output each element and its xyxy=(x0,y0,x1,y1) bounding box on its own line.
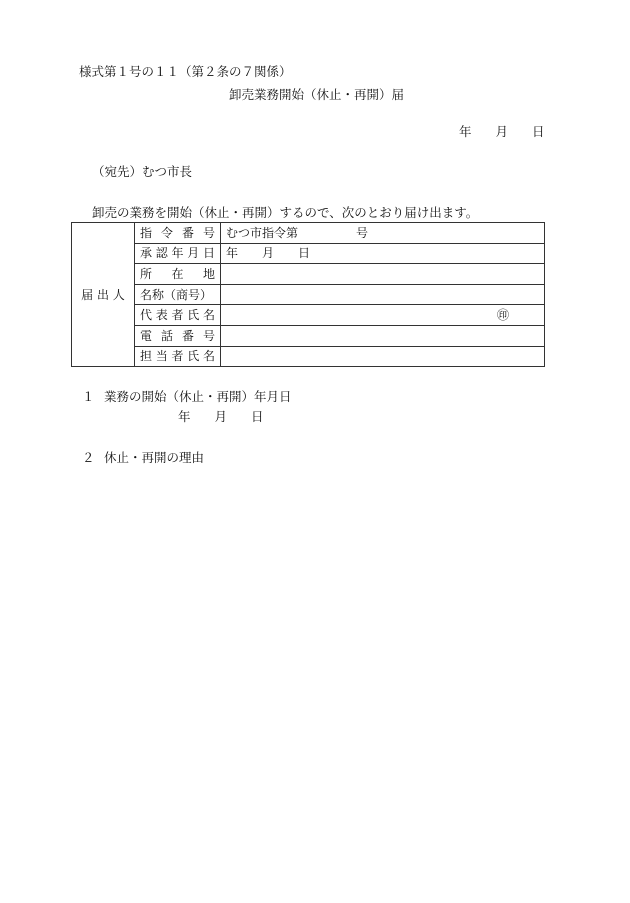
date-year: 年 xyxy=(459,124,472,139)
document-title: 卸売業務開始（休止・再開）届 xyxy=(229,87,405,102)
location-label: 所在地 xyxy=(135,264,221,285)
table-row xyxy=(72,305,545,326)
submission-date xyxy=(459,126,545,139)
item-2-text: 休止・再開の理由 xyxy=(104,450,205,465)
applicant-group-label: 届 出 人 xyxy=(72,223,135,367)
business-name-label: 名称（商号） xyxy=(135,284,221,305)
table-row xyxy=(72,223,545,244)
table-row xyxy=(72,325,545,346)
addressee: （宛先）むつ市長 xyxy=(92,164,193,179)
item-2 xyxy=(82,452,204,465)
seal-mark: ㊞ xyxy=(496,308,509,323)
contact-person-field[interactable] xyxy=(221,346,545,367)
representative-field[interactable] xyxy=(221,305,545,326)
designation-number-field[interactable] xyxy=(221,223,545,244)
approval-date-field[interactable] xyxy=(221,243,545,264)
phone-label: 電話番号 xyxy=(135,325,221,346)
table-row xyxy=(72,243,545,264)
approval-year: 年 xyxy=(226,246,239,261)
contact-person-label: 担当者氏名 xyxy=(135,346,221,367)
designation-suffix: 号 xyxy=(356,225,369,240)
business-name-field[interactable] xyxy=(221,284,545,305)
table-row xyxy=(72,284,545,305)
designation-number-label: 指令番号 xyxy=(135,223,221,244)
table-row xyxy=(72,264,545,285)
designation-prefix: むつ市指令第 xyxy=(226,225,299,240)
item-1-date[interactable] xyxy=(178,411,264,424)
item-2-number: ２ xyxy=(82,450,95,465)
location-field[interactable] xyxy=(221,264,545,285)
approval-date-label: 承認年月日 xyxy=(135,243,221,264)
applicant-table xyxy=(71,222,545,367)
item-1 xyxy=(82,391,292,404)
phone-field[interactable] xyxy=(221,325,545,346)
item-1-number: １ xyxy=(82,389,95,404)
date-day: 日 xyxy=(532,124,545,139)
approval-day: 日 xyxy=(298,246,311,261)
form-number: 様式第１号の１１（第２条の７関係） xyxy=(79,64,292,79)
intro-text: 卸売の業務を開始（休止・再開）するので、次のとおり届け出ます。 xyxy=(92,205,479,220)
date-month: 月 xyxy=(495,124,509,139)
item-1-month: 月 xyxy=(214,409,228,424)
representative-label: 代表者氏名 xyxy=(135,305,221,326)
item-1-text: 業務の開始（休止・再開）年月日 xyxy=(104,389,292,404)
table-row xyxy=(72,346,545,367)
item-1-day: 日 xyxy=(251,409,264,424)
approval-month: 月 xyxy=(262,246,275,261)
item-1-year: 年 xyxy=(178,409,191,424)
